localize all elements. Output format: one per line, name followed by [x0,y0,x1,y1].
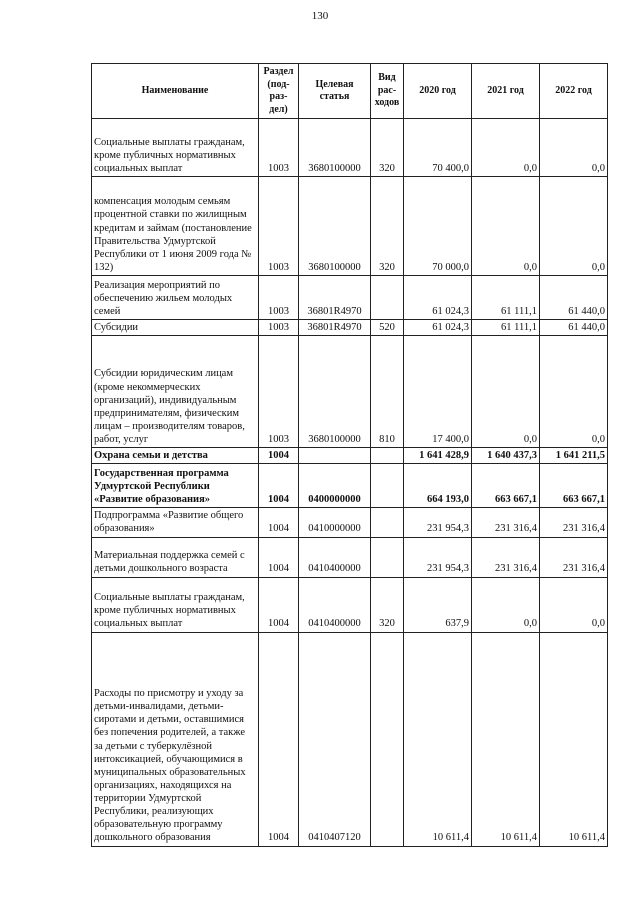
row-name: Расходы по присмотру и уходу за детьми-инвалидами, детьми-сиротами и детьми, оставшимися без попечения родителей, а также за детьми с туберкулёзной интоксикацией, обучающимися в муниципальных образовательных организациях, находящихся на территории Удмуртской Республики, реализующих образовательную программу дошкольного образования [92,632,259,846]
row-target: 3680100000 [299,336,371,448]
row-target: 0410400000 [299,577,371,632]
row-2021: 61 111,1 [472,320,540,336]
row-expense-type [371,632,404,846]
table-row [92,119,608,177]
row-2021: 61 111,1 [472,276,540,320]
row-2020: 231 954,3 [404,508,472,537]
row-section: 1003 [259,119,299,177]
row-2022: 10 611,4 [540,632,608,846]
row-expense-type: 810 [371,336,404,448]
row-target: 0400000000 [299,464,371,508]
row-section: 1004 [259,632,299,846]
row-2020: 70 400,0 [404,119,472,177]
row-name: Субсидии [92,320,259,336]
row-2021: 10 611,4 [472,632,540,846]
table-row [92,448,608,464]
row-target: 0410000000 [299,508,371,537]
row-section: 1004 [259,537,299,577]
header-2020: 2020 год [404,64,472,119]
row-2021: 231 316,4 [472,508,540,537]
row-2021: 0,0 [472,336,540,448]
row-2022: 61 440,0 [540,276,608,320]
row-section: 1003 [259,320,299,336]
row-2022: 231 316,4 [540,537,608,577]
row-target: 36801R4970 [299,276,371,320]
budget-table [91,63,608,847]
row-name: компенсация молодым семьям процентной ставки по жилищным кредитам и займам (постановление Правительства Удмуртской Республики от 1 июня 2009 года № 132) [92,177,259,276]
row-name: Реализация мероприятий по обеспечению жильем молодых семей [92,276,259,320]
row-2021: 0,0 [472,119,540,177]
row-2022: 1 641 211,5 [540,448,608,464]
row-expense-type: 520 [371,320,404,336]
row-target: 3680100000 [299,177,371,276]
row-target: 36801R4970 [299,320,371,336]
row-expense-type: 320 [371,177,404,276]
row-2022: 231 316,4 [540,508,608,537]
header-name: Наименование [92,64,259,119]
table-row [92,537,608,577]
row-section: 1003 [259,177,299,276]
row-2022: 663 667,1 [540,464,608,508]
header-row [92,64,608,119]
row-section: 1004 [259,577,299,632]
row-expense-type [371,276,404,320]
table-row [92,632,608,846]
row-target: 0410407120 [299,632,371,846]
row-2020: 70 000,0 [404,177,472,276]
row-section: 1004 [259,448,299,464]
row-2021: 1 640 437,3 [472,448,540,464]
row-2020: 637,9 [404,577,472,632]
row-name: Материальная поддержка семей с детьми дошкольного возраста [92,537,259,577]
table-row [92,336,608,448]
row-target: 0410400000 [299,537,371,577]
row-2020: 664 193,0 [404,464,472,508]
row-target: 3680100000 [299,119,371,177]
row-2020: 61 024,3 [404,320,472,336]
row-2022: 0,0 [540,177,608,276]
row-expense-type: 320 [371,577,404,632]
row-2022: 0,0 [540,577,608,632]
row-section: 1003 [259,336,299,448]
row-2022: 0,0 [540,119,608,177]
header-2021: 2021 год [472,64,540,119]
row-target [299,448,371,464]
row-expense-type [371,508,404,537]
row-section: 1003 [259,276,299,320]
table-row [92,508,608,537]
table-row [92,320,608,336]
row-name: Субсидии юридическим лицам (кроме некоммерческих организаций), индивидуальным предпринимателям, физическим лицам – производителям товаров, работ, услуг [92,336,259,448]
row-name: Государственная программа Удмуртской Республики «Развитие образования» [92,464,259,508]
row-2020: 1 641 428,9 [404,448,472,464]
row-2022: 61 440,0 [540,320,608,336]
row-2021: 0,0 [472,177,540,276]
header-2022: 2022 год [540,64,608,119]
row-expense-type: 320 [371,119,404,177]
header-section: Раздел (под-раз-дел) [259,64,299,119]
page-number: 130 [311,10,329,22]
row-2020: 61 024,3 [404,276,472,320]
row-name: Подпрограмма «Развитие общего образования» [92,508,259,537]
header-expense-type: Вид рас-ходов [371,64,404,119]
table-row [92,276,608,320]
row-name: Социальные выплаты гражданам, кроме публичных нормативных социальных выплат [92,119,259,177]
table-row [92,464,608,508]
row-2020: 17 400,0 [404,336,472,448]
row-2020: 231 954,3 [404,537,472,577]
row-2022: 0,0 [540,336,608,448]
row-name: Охрана семьи и детства [92,448,259,464]
row-expense-type [371,537,404,577]
row-2021: 231 316,4 [472,537,540,577]
header-target: Целевая статья [299,64,371,119]
row-name: Социальные выплаты гражданам, кроме публичных нормативных социальных выплат [92,577,259,632]
row-section: 1004 [259,464,299,508]
row-2021: 663 667,1 [472,464,540,508]
table-row [92,177,608,276]
row-expense-type [371,448,404,464]
row-expense-type [371,464,404,508]
table-row [92,577,608,632]
row-section: 1004 [259,508,299,537]
row-2021: 0,0 [472,577,540,632]
row-2020: 10 611,4 [404,632,472,846]
